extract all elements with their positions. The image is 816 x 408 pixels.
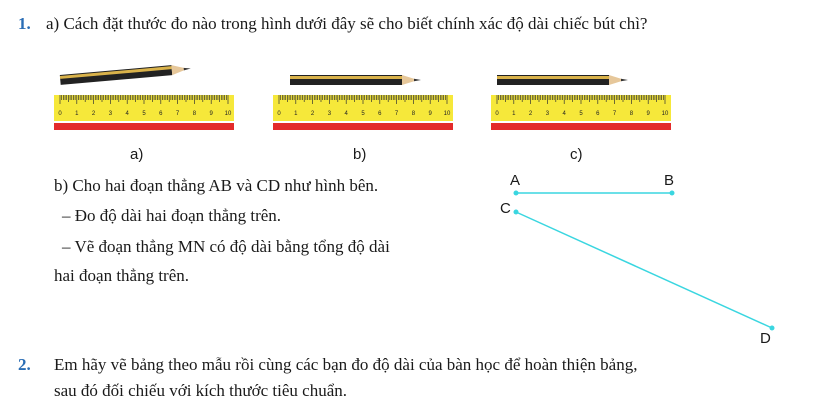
ruler-number: 7 [612,111,617,117]
label-b: B [664,172,675,189]
ruler-number: 1 [294,111,298,117]
caption-b: b) [353,146,367,163]
ruler-b [273,95,453,135]
ruler-number: 2 [310,111,315,117]
point-b [670,191,675,196]
caption-a: a) [130,146,144,163]
ruler-number: 4 [562,111,566,117]
ruler-number: 9 [209,111,213,117]
caption-c: c) [570,146,583,163]
label-c: C [500,200,511,217]
label-d: D [760,330,771,347]
ruler-number: 0 [58,111,62,117]
pencil-b-image [288,70,428,90]
point-c [514,210,519,215]
question-1a-text: a) Cách đặt thước đo nào trong hình dưới đây sẽ cho biết chính xác độ dài chiếc bút chì? [46,14,648,33]
point-a [514,191,519,196]
question-2-line-1: Em hãy vẽ bảng theo mẫu rồi cùng các bạn đo độ dài của bàn học để hoàn thiện bảng, [54,355,638,374]
question-1b-line-4: hai đoạn thẳng trên. [54,266,190,285]
ruler-c [491,95,671,135]
ruler-number: 0 [277,111,281,117]
ruler-number: 10 [661,111,669,117]
ruler-number: 3 [545,111,550,117]
ruler-number: 9 [646,111,650,117]
question-2-line-2: sau đó đối chiếu với kích thước tiêu chuẩn. [54,381,347,400]
ruler-a [54,95,234,135]
ruler-number: 2 [528,111,533,117]
ruler-number: 7 [175,111,180,117]
ruler-number: 4 [344,111,348,117]
ruler-number: 10 [224,111,232,117]
ruler-number: 10 [443,111,451,117]
label-a: A [510,172,521,189]
ruler-number: 8 [192,111,197,117]
segment-cd [516,212,772,328]
ruler-number: 7 [394,111,399,117]
ruler-number: 9 [428,111,432,117]
ruler-number: 5 [142,111,146,117]
ruler-number: 3 [108,111,113,117]
pencil-c-image [495,70,635,90]
question-1b-line-1: b) Cho hai đoạn thẳng AB và CD như hình bên. [54,176,379,195]
question-1b-line-3: – Vẽ đoạn thẳng MN có độ dài bằng tổng độ dài [62,237,390,256]
ruler-number: 4 [125,111,129,117]
pencil-a-image [58,60,198,88]
segments-figure [480,170,800,360]
ruler-number: 3 [327,111,332,117]
ruler-number: 1 [75,111,79,117]
ruler-number: 6 [159,111,163,117]
ruler-number: 6 [378,111,382,117]
question-1b-line-2: – Đo độ dài hai đoạn thẳng trên. [62,206,282,225]
ruler-number: 5 [361,111,365,117]
ruler-number: 2 [91,111,96,117]
ruler-number: 8 [411,111,416,117]
ruler-number: 8 [629,111,634,117]
ruler-number: 5 [579,111,583,117]
question-1-number: 1. [18,14,31,33]
ruler-number: 1 [512,111,516,117]
ruler-number: 6 [596,111,600,117]
question-2-number: 2. [18,355,31,374]
ruler-number: 0 [495,111,499,117]
